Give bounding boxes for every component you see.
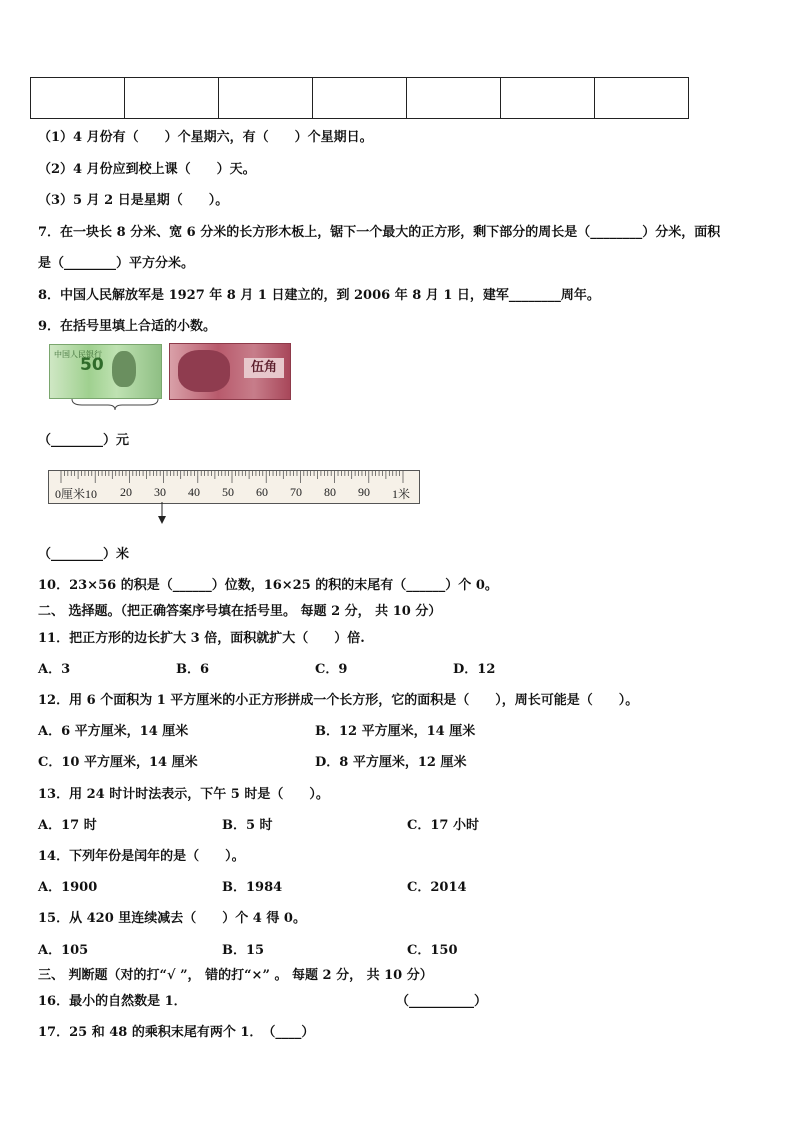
ruler-label: 20	[120, 485, 132, 499]
q9-answer2: （________）米	[38, 547, 130, 562]
brace-icon	[70, 397, 160, 411]
q14-option-c: C．2014	[407, 880, 467, 895]
ruler-label: 30	[154, 485, 166, 499]
q11-text: 11．把正方形的边长扩大 3 倍，面积就扩大（ ）倍.	[38, 631, 365, 646]
table-cell	[595, 78, 689, 119]
q15-option-c: C．150	[407, 943, 458, 958]
q11-option-d: D．12	[453, 662, 496, 677]
note50-bank-text: 中国人民银行	[54, 350, 102, 359]
q8-text: 8．中国人民解放军是 1927 年 8 月 1 日建立的，到 2006 年 8 月 1 日，建军________周年。	[38, 288, 600, 303]
q6-sub1: （1）4 月份有（ ）个星期六，有（ ）个星期日。	[38, 130, 373, 145]
down-arrow-icon	[158, 502, 166, 524]
q6-sub3: （3）5 月 2 日是星期（ ）。	[38, 193, 229, 208]
table-cell	[313, 78, 407, 119]
q13-option-b: B．5 时	[222, 818, 273, 833]
q14-option-a: A．1900	[38, 880, 98, 895]
q12-option-c: C．10 平方厘米，14 厘米	[38, 755, 198, 770]
q12-option-d: D．8 平方厘米，12 厘米	[315, 755, 467, 770]
note50-denomination: 50	[80, 355, 104, 375]
ruler-label: 90	[358, 485, 370, 499]
q13-option-a: A．17 时	[38, 818, 97, 833]
q7-line1: 7．在一块长 8 分米、宽 6 分米的长方形木板上，锯下一个最大的正方形，剩下部分的周长是（________）分米，面积	[38, 225, 721, 240]
ruler-label: 1米	[392, 487, 411, 501]
q14-text: 14．下列年份是闰年的是（ ）。	[38, 849, 245, 864]
q7-line2: 是（________）平方分米。	[38, 256, 195, 271]
q11-option-c: C．9	[315, 662, 348, 677]
q16-text: 16．最小的自然数是 1．	[38, 994, 187, 1009]
table-cell	[501, 78, 595, 119]
calendar-strip-table	[30, 77, 689, 119]
meter-ruler	[48, 470, 420, 504]
q13-text: 13．用 24 时计时法表示，下午 5 时是（ ）。	[38, 787, 329, 802]
q13-option-c: C．17 小时	[407, 818, 479, 833]
fifty-yuan-note-image	[49, 344, 162, 399]
q11-option-b: B．6	[176, 662, 210, 677]
q11-option-a: A．3	[38, 662, 71, 677]
table-cell	[125, 78, 219, 119]
q17-text: 17．25 和 48 的乘积末尾有两个 1． （____）	[38, 1025, 315, 1040]
q15-text: 15．从 420 里连续减去（ ）个 4 得 0。	[38, 911, 306, 926]
q6-sub2: （2）4 月份应到校上课（ ）天。	[38, 162, 256, 177]
portrait-icon	[112, 351, 136, 387]
table-cell	[407, 78, 501, 119]
ruler-label: 80	[324, 485, 336, 499]
q15-option-a: A．105	[38, 943, 89, 958]
q12-text: 12．用 6 个面积为 1 平方厘米的小正方形拼成一个长方形，它的面积是（ ），周长可能是（ ）。	[38, 693, 639, 708]
q9-text: 9．在括号里填上合适的小数。	[38, 319, 217, 334]
q15-option-b: B．15	[222, 943, 265, 958]
note5-denomination: 伍角	[244, 358, 284, 378]
ruler-ticks	[49, 471, 419, 485]
q9-answer1: （________）元	[38, 433, 130, 448]
section-3-heading: 三、 判断题（对的打“√ ”， 错的打“×” 。 每题 2 分， 共 10 分）	[38, 968, 433, 983]
ruler-label: 40	[188, 485, 200, 499]
table-cell	[31, 78, 125, 119]
ruler-label: 60	[256, 485, 268, 499]
ruler-label: 70	[290, 485, 302, 499]
q14-option-b: B．1984	[222, 880, 283, 895]
q10-text: 10．23×56 的积是（______）位数，16×25 的积的末尾有（______）个 0。	[38, 578, 498, 593]
ruler-label: 0厘米10	[55, 487, 98, 501]
portrait-icon	[178, 350, 230, 392]
table-cell	[219, 78, 313, 119]
ruler-label: 50	[222, 485, 234, 499]
q12-option-b: B．12 平方厘米，14 厘米	[315, 724, 476, 739]
five-jiao-note-image	[169, 343, 291, 400]
section-2-heading: 二、 选择题。（把正确答案序号填在括号里。 每题 2 分， 共 10 分）	[38, 604, 442, 619]
q16-answer-blank: （__________）	[396, 994, 488, 1009]
q12-option-a: A．6 平方厘米，14 厘米	[38, 724, 189, 739]
